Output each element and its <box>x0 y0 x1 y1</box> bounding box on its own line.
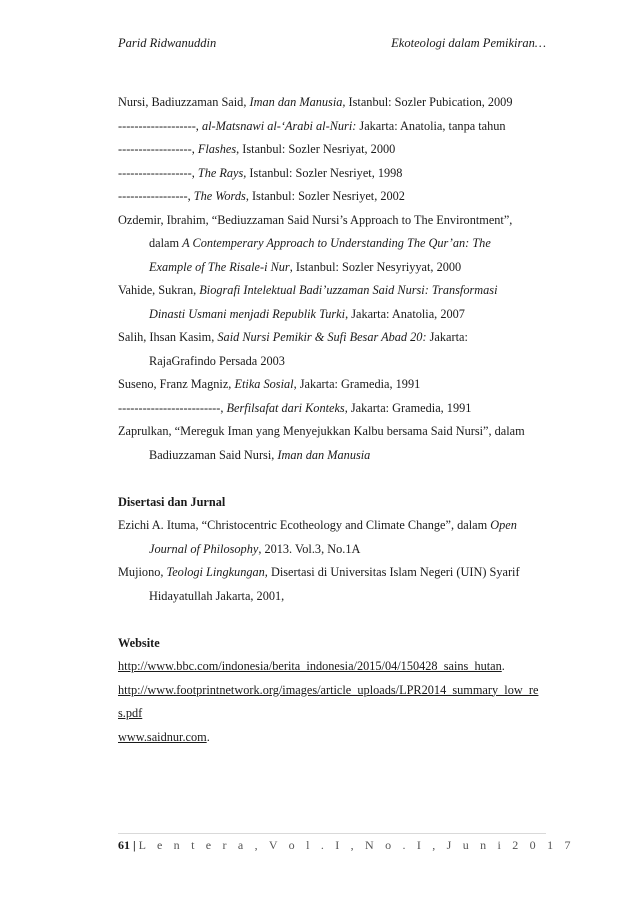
link-suffix: . <box>206 729 210 744</box>
text-run: Vahide, Sukran, <box>118 283 200 297</box>
journal-name: L e n t e r a , V o l . I , N o . I , J u n i 2 0 1 7 <box>138 838 575 852</box>
reference-entry <box>118 373 546 397</box>
text-run: Ezichi A. Ituma, “Christocentric Ecotheology and Climate Change”, dalam <box>118 518 491 532</box>
text-run: Istanbul: Sozler Nesriyet, 1998 <box>246 165 403 180</box>
italic-text: A Contemperary Approach to Understanding The Qur’an: The <box>182 236 491 250</box>
italic-text: Journal of Philosophy <box>149 541 259 556</box>
reference-continuation <box>118 444 546 468</box>
reference-entry <box>118 514 546 561</box>
reference-continuation <box>118 350 546 374</box>
italic-text: Said Nursi Pemikir & Sufi Besar Abad 20: <box>217 330 427 344</box>
website-entry <box>118 679 546 726</box>
text-run: , Istanbul: Sozler Nesriyat, 2000 <box>236 142 396 156</box>
italic-text: Flashes <box>197 142 237 156</box>
text-run: , Istanbul: Sozler Nesriyet, 2002 <box>245 189 405 203</box>
reference-entry <box>118 279 546 326</box>
text-run: , 2013. Vol.3, No.1A <box>258 541 361 556</box>
text-run: -----------------, <box>118 189 194 203</box>
reference-continuation <box>118 232 546 256</box>
website-link[interactable]: http://www.bbc.com/indonesia/berita_indonesia/2015/04/150428_sains_hutan <box>118 659 502 673</box>
reference-entry <box>118 326 546 373</box>
reference-entry <box>118 420 546 467</box>
bibliography-content <box>118 91 546 749</box>
italic-text: Teologi Lingkungan, <box>166 565 268 579</box>
reference-entry <box>118 115 546 139</box>
italic-text: Dinasti Usmani menjadi Republik Turki <box>149 306 346 321</box>
reference-continuation <box>118 585 546 609</box>
italic-text: al-Matsnawi al-‘Arabi al-Nuri: <box>201 118 357 133</box>
reference-entry <box>118 185 546 209</box>
reference-continuation <box>118 538 546 562</box>
reference-entry <box>118 397 546 421</box>
text-run: ------------------, <box>118 165 198 180</box>
reference-continuation <box>118 303 546 327</box>
text-run: ------------------, <box>118 142 198 156</box>
footer-separator: | <box>130 838 139 852</box>
website-link[interactable]: www.saidnur.com <box>118 729 207 744</box>
text-run: Mujiono, <box>118 565 167 579</box>
italic-text: The Words <box>193 189 246 203</box>
italic-text: Biografi Intelektual Badi’uzzaman Said Nursi: Transformasi <box>199 283 498 297</box>
running-header <box>118 36 546 56</box>
italic-text: Berfilsafat dari Konteks <box>226 400 345 415</box>
italic-text: Etika Sosial <box>234 377 294 391</box>
website-entry <box>118 655 546 679</box>
text-run: Badiuzzaman Said Nursi, <box>149 447 278 462</box>
text-run: Zaprulkan, “Mereguk Iman yang Menyejukkan Kalbu bersama Said Nursi”, dalam <box>118 424 525 438</box>
text-run: -------------------------, <box>118 400 227 415</box>
reference-entry <box>118 162 546 186</box>
italic-text: The Rays, <box>197 165 247 180</box>
section-title-journals: Disertasi dan Jurnal <box>118 494 226 509</box>
reference-entry <box>118 91 546 115</box>
text-run: Suseno, Franz Magniz, <box>118 377 235 391</box>
page-number: 61 <box>118 838 130 852</box>
text-run: , Istanbul: Sozler Nesyriyyat, 2000 <box>289 259 462 274</box>
section-title-website: Website <box>118 635 160 650</box>
text-run: Jakarta: Anatolia, tanpa tahun <box>356 118 506 133</box>
reference-entry <box>118 561 546 608</box>
website-entry <box>118 726 546 750</box>
text-run: -------------------, <box>118 118 202 133</box>
text-run: Jakarta: <box>426 330 468 344</box>
italic-text: Iman dan Manusia <box>277 447 371 462</box>
text-run: Nursi, Badiuzzaman Said, <box>118 95 250 109</box>
text-run: , Jakarta: Anatolia, 2007 <box>345 306 465 321</box>
reference-entry <box>118 209 546 280</box>
reference-entry <box>118 138 546 162</box>
text-run: Salih, Ihsan Kasim, <box>118 330 218 344</box>
text-run: Hidayatullah Jakarta, 2001, <box>149 588 285 603</box>
page-footer <box>118 838 575 853</box>
bibliography-list <box>118 91 546 467</box>
text-run: , Jakarta: Gramedia, 1991 <box>293 377 421 391</box>
text-run: Istanbul: Sozler Pubication, 2009 <box>345 95 513 109</box>
text-run: Disertasi di Universitas Islam Negeri (UIN) Syarif <box>267 565 520 579</box>
text-run: , Jakarta: Gramedia, 1991 <box>344 400 472 415</box>
reference-continuation <box>118 256 546 280</box>
link-suffix: . <box>501 659 505 673</box>
header-author: Parid Ridwanuddin <box>118 36 217 50</box>
website-list <box>118 655 546 749</box>
text-run: dalam <box>149 236 183 250</box>
journal-list <box>118 514 546 608</box>
footer-divider <box>118 833 546 834</box>
header-title: Ekoteologi dalam Pemikiran… <box>391 36 546 50</box>
italic-text: Iman dan Manusia, <box>249 95 346 109</box>
italic-text: Example of The Risale-i Nur <box>149 259 290 274</box>
website-link[interactable]: http://www.footprintnetwork.org/images/article_uploads/LPR2014_summary_low_res.pdf <box>118 682 539 720</box>
text-run: RajaGrafindo Persada 2003 <box>149 353 285 368</box>
text-run: Ozdemir, Ibrahim, “Bediuzzaman Said Nursi’s Approach to The Environtment”, <box>118 212 513 227</box>
italic-text: Open <box>490 518 517 532</box>
